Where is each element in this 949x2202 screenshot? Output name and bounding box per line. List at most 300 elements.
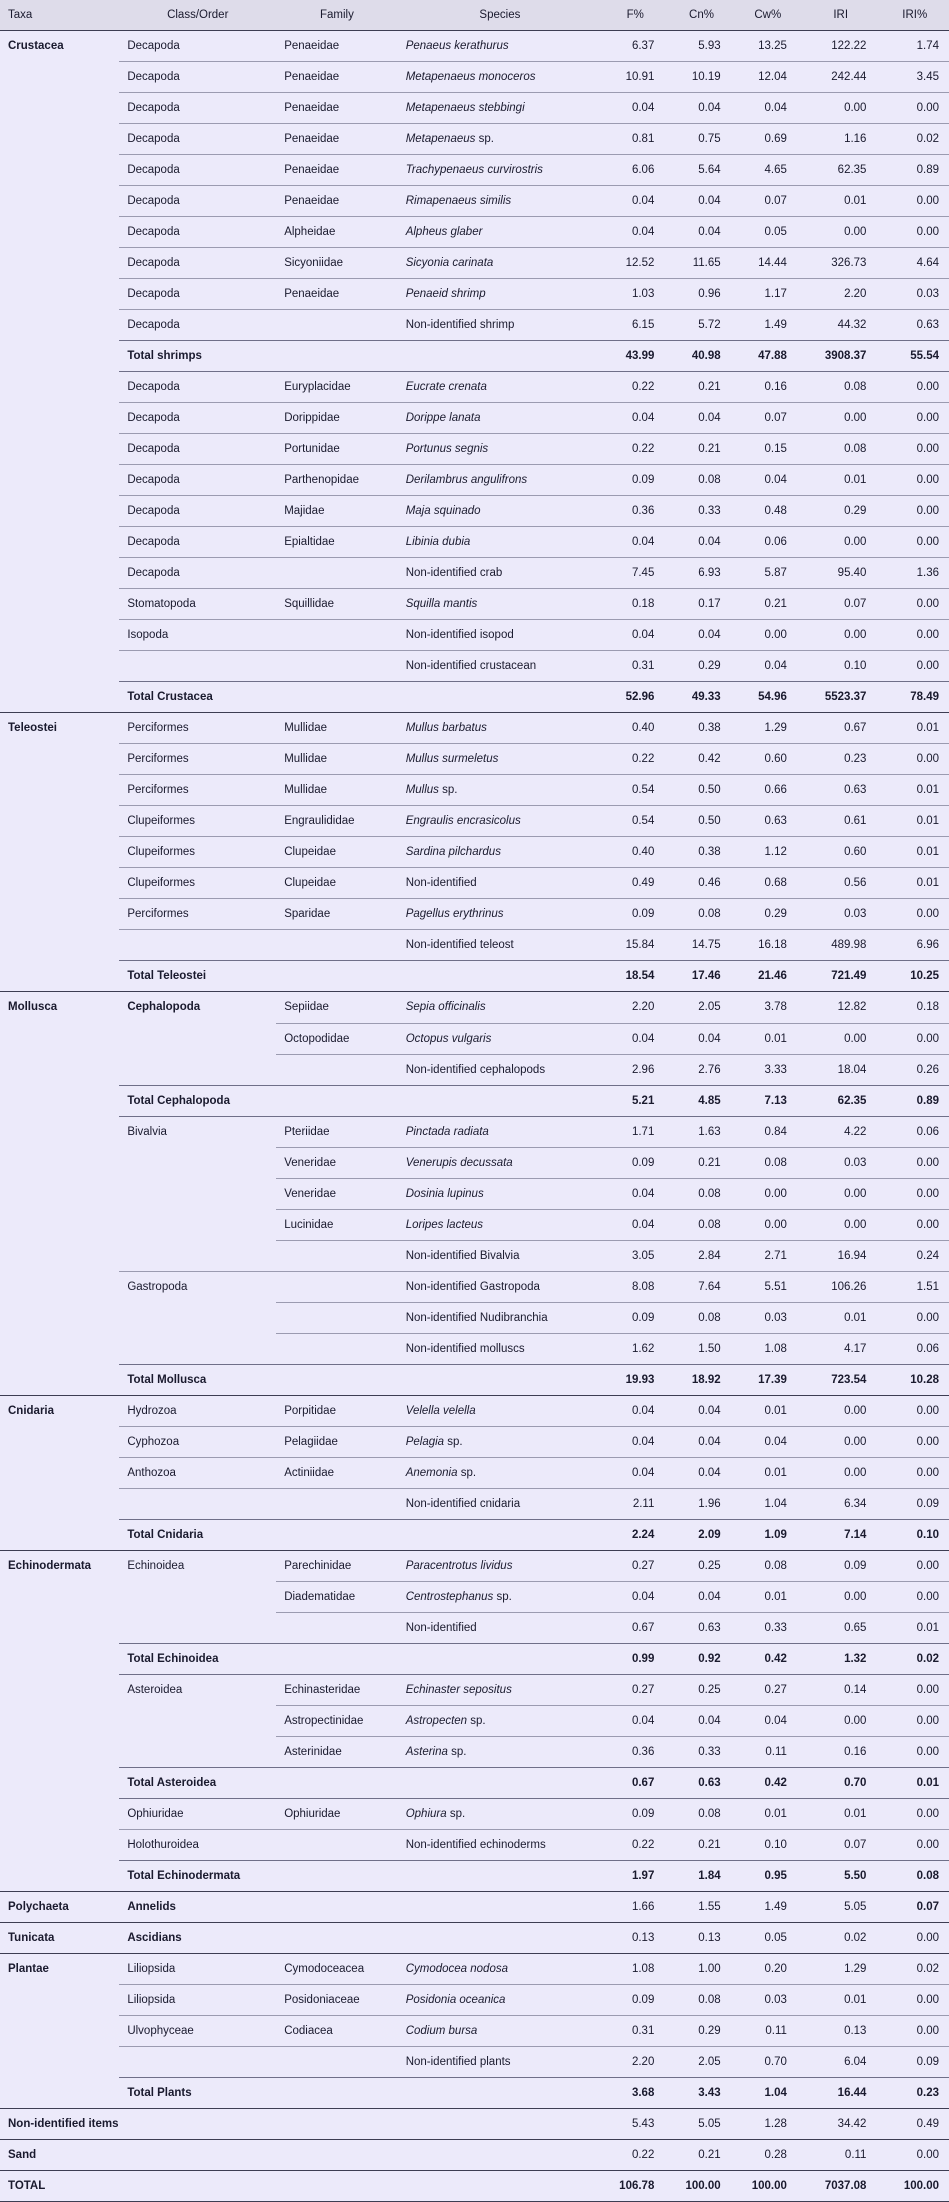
cell-iri-percent: 1.36 [880, 558, 949, 589]
cell-species: Libinia dubia [398, 527, 602, 558]
cell-family [276, 1333, 398, 1364]
cell-taxa: Non-identified items [0, 2109, 119, 2140]
cell-taxa: Mollusca [0, 992, 119, 1023]
cell-cn-percent: 0.04 [668, 1581, 734, 1612]
cell-taxa [0, 527, 119, 558]
cell-iri-percent: 0.00 [880, 496, 949, 527]
cell-cw-percent: 13.25 [735, 31, 801, 62]
cell-family: Portunidae [276, 434, 398, 465]
cell-class-order: Decapoda [119, 496, 276, 527]
cell-cw-percent: 1.29 [735, 713, 801, 744]
cell-iri: 0.13 [801, 2016, 881, 2047]
cell-iri: 0.03 [801, 1147, 881, 1178]
cell-species [398, 1860, 602, 1891]
table-row [0, 341, 949, 372]
cell-taxa [0, 496, 119, 527]
cell-class-order [119, 1178, 276, 1209]
cell-iri-percent: 0.01 [880, 775, 949, 806]
cell-class-order: Ulvophyceae [119, 2016, 276, 2047]
cell-class-order: Perciformes [119, 899, 276, 930]
cell-family [276, 2140, 398, 2171]
cell-cn-percent: 0.38 [668, 837, 734, 868]
cell-f-percent: 0.18 [602, 589, 668, 620]
cell-class-order: Isopoda [119, 620, 276, 651]
cell-family [276, 310, 398, 341]
cell-family: Diadematidae [276, 1581, 398, 1612]
cell-class-order: Decapoda [119, 62, 276, 93]
cell-species: Non-identified teleost [398, 930, 602, 961]
cell-species: Penaeid shrimp [398, 279, 602, 310]
cell-family: Squillidae [276, 589, 398, 620]
table-row [0, 403, 949, 434]
cell-species: Alpheus glaber [398, 217, 602, 248]
cell-class-order: Perciformes [119, 713, 276, 744]
cell-cn-percent: 14.75 [668, 930, 734, 961]
cell-f-percent: 0.04 [602, 1426, 668, 1457]
cell-species [398, 682, 602, 713]
cell-f-percent: 1.62 [602, 1333, 668, 1364]
cell-cn-percent: 0.29 [668, 651, 734, 682]
cell-f-percent: 3.05 [602, 1240, 668, 1271]
cell-class-order: Total Asteroidea [119, 1767, 276, 1798]
cell-cn-percent: 49.33 [668, 682, 734, 713]
cell-cn-percent: 0.08 [668, 465, 734, 496]
cell-iri-percent: 0.00 [880, 1457, 949, 1488]
cell-class-order [119, 1209, 276, 1240]
table-row [0, 1116, 949, 1147]
table-row [0, 1364, 949, 1395]
cell-cn-percent: 1.63 [668, 1116, 734, 1147]
cell-family [276, 930, 398, 961]
cell-class-order [119, 1054, 276, 1085]
cell-taxa [0, 2047, 119, 2078]
cell-iri-percent: 0.01 [880, 1612, 949, 1643]
cell-species: Dorippe lanata [398, 403, 602, 434]
cell-species: Sicyonia carinata [398, 248, 602, 279]
table-row [0, 62, 949, 93]
cell-f-percent: 0.31 [602, 2016, 668, 2047]
cell-species: Non-identified isopod [398, 620, 602, 651]
cell-family: Codiacea [276, 2016, 398, 2047]
cell-class-order: Total Echinodermata [119, 1860, 276, 1891]
table-row [0, 899, 949, 930]
table-row [0, 837, 949, 868]
table-row [0, 868, 949, 899]
cell-family: Penaeidae [276, 93, 398, 124]
cell-iri: 0.23 [801, 744, 881, 775]
column-header-cn: Cn% [668, 0, 734, 31]
cell-cw-percent: 100.00 [735, 2171, 801, 2202]
cell-cw-percent: 0.69 [735, 124, 801, 155]
cell-species: Anemonia sp. [398, 1457, 602, 1488]
cell-iri-percent: 0.00 [880, 651, 949, 682]
table-row [0, 713, 949, 744]
cell-class-order: Hydrozoa [119, 1395, 276, 1426]
cell-family: Parthenopidae [276, 465, 398, 496]
table-row [0, 2016, 949, 2047]
cell-cw-percent: 54.96 [735, 682, 801, 713]
cell-iri-percent: 0.00 [880, 899, 949, 930]
cell-cw-percent: 0.20 [735, 1953, 801, 1984]
cell-taxa [0, 558, 119, 589]
cell-taxa [0, 1612, 119, 1643]
cell-cn-percent: 0.08 [668, 1798, 734, 1829]
table-row [0, 1271, 949, 1302]
cell-f-percent: 0.99 [602, 1643, 668, 1674]
cell-cn-percent: 0.21 [668, 1147, 734, 1178]
cell-cw-percent: 2.71 [735, 1240, 801, 1271]
cell-family: Penaeidae [276, 124, 398, 155]
cell-taxa [0, 930, 119, 961]
cell-iri: 1.16 [801, 124, 881, 155]
table-row [0, 2047, 949, 2078]
cell-iri: 5523.37 [801, 682, 881, 713]
cell-species: Astropecten sp. [398, 1705, 602, 1736]
cell-class-order [119, 2109, 276, 2140]
cell-iri: 6.34 [801, 1488, 881, 1519]
cell-species: Non-identified crab [398, 558, 602, 589]
cell-family [276, 1488, 398, 1519]
cell-species [398, 1767, 602, 1798]
cell-class-order [119, 651, 276, 682]
cell-cn-percent: 0.04 [668, 527, 734, 558]
cell-taxa [0, 248, 119, 279]
cell-iri: 0.00 [801, 527, 881, 558]
table-row [0, 1767, 949, 1798]
table-row [0, 651, 949, 682]
cell-species: Dosinia lupinus [398, 1178, 602, 1209]
cell-f-percent: 0.04 [602, 1395, 668, 1426]
cell-taxa [0, 279, 119, 310]
cell-species: Pagellus erythrinus [398, 899, 602, 930]
cell-taxa [0, 1488, 119, 1519]
cell-iri-percent: 0.00 [880, 1705, 949, 1736]
cell-f-percent: 1.66 [602, 1891, 668, 1922]
cell-cn-percent: 0.08 [668, 899, 734, 930]
column-header-irip: IRI% [880, 0, 949, 31]
cell-cn-percent: 1.96 [668, 1488, 734, 1519]
cell-taxa [0, 1116, 119, 1147]
cell-family: Ophiuridae [276, 1798, 398, 1829]
table-row [0, 1488, 949, 1519]
cell-f-percent: 2.20 [602, 992, 668, 1023]
cell-species: Paracentrotus lividus [398, 1550, 602, 1581]
cell-species: Non-identified molluscs [398, 1333, 602, 1364]
cell-cw-percent: 0.04 [735, 1705, 801, 1736]
cell-class-order: Holothuroidea [119, 1829, 276, 1860]
cell-class-order: Decapoda [119, 217, 276, 248]
cell-family [276, 620, 398, 651]
cell-iri: 0.00 [801, 1178, 881, 1209]
cell-iri: 18.04 [801, 1054, 881, 1085]
table-row [0, 1302, 949, 1333]
cell-family: Cymodoceacea [276, 1953, 398, 1984]
table-row [0, 1209, 949, 1240]
cell-iri: 0.70 [801, 1767, 881, 1798]
cell-cn-percent: 0.08 [668, 1209, 734, 1240]
cell-class-order: Total Cnidaria [119, 1519, 276, 1550]
cell-f-percent: 6.37 [602, 31, 668, 62]
cell-cn-percent: 17.46 [668, 961, 734, 992]
cell-f-percent: 0.22 [602, 744, 668, 775]
table-row [0, 1333, 949, 1364]
cell-species: Non-identified Nudibranchia [398, 1302, 602, 1333]
cell-cw-percent: 0.60 [735, 744, 801, 775]
cell-f-percent: 106.78 [602, 2171, 668, 2202]
cell-cn-percent: 10.19 [668, 62, 734, 93]
cell-f-percent: 1.71 [602, 1116, 668, 1147]
cell-iri-percent: 0.08 [880, 1860, 949, 1891]
cell-f-percent: 0.04 [602, 403, 668, 434]
cell-taxa [0, 682, 119, 713]
cell-cw-percent: 0.84 [735, 1116, 801, 1147]
cell-iri: 106.26 [801, 1271, 881, 1302]
header-row [0, 0, 949, 31]
cell-species: Asterina sp. [398, 1736, 602, 1767]
cell-cw-percent: 0.42 [735, 1767, 801, 1798]
cell-iri-percent: 0.09 [880, 1488, 949, 1519]
cell-iri: 122.22 [801, 31, 881, 62]
cell-f-percent: 0.13 [602, 1922, 668, 1953]
cell-iri-percent: 0.00 [880, 1395, 949, 1426]
table-row [0, 1953, 949, 1984]
cell-cn-percent: 0.21 [668, 2140, 734, 2171]
cell-cn-percent: 6.93 [668, 558, 734, 589]
cell-iri-percent: 78.49 [880, 682, 949, 713]
cell-cw-percent: 0.95 [735, 1860, 801, 1891]
cell-family: Pelagiidae [276, 1426, 398, 1457]
cell-iri-percent: 0.00 [880, 93, 949, 124]
cell-f-percent: 0.04 [602, 217, 668, 248]
cell-iri: 0.00 [801, 620, 881, 651]
cell-f-percent: 3.68 [602, 2078, 668, 2109]
cell-family [276, 1922, 398, 1953]
cell-species: Eucrate crenata [398, 372, 602, 403]
cell-cw-percent: 0.29 [735, 899, 801, 930]
cell-f-percent: 0.54 [602, 806, 668, 837]
cell-cw-percent: 0.01 [735, 1395, 801, 1426]
cell-species: Loripes lacteus [398, 1209, 602, 1240]
cell-iri: 0.00 [801, 1705, 881, 1736]
cell-cn-percent: 100.00 [668, 2171, 734, 2202]
cell-family: Actiniidae [276, 1457, 398, 1488]
table-row [0, 1736, 949, 1767]
cell-iri-percent: 0.00 [880, 1674, 949, 1705]
cell-iri-percent: 0.09 [880, 2047, 949, 2078]
cell-class-order: Perciformes [119, 775, 276, 806]
cell-f-percent: 0.04 [602, 1023, 668, 1054]
cell-class-order [119, 2140, 276, 2171]
cell-species [398, 1922, 602, 1953]
cell-taxa [0, 651, 119, 682]
cell-cw-percent: 0.66 [735, 775, 801, 806]
cell-cn-percent: 0.33 [668, 496, 734, 527]
cell-family [276, 1240, 398, 1271]
cell-class-order: Bivalvia [119, 1116, 276, 1147]
cell-class-order: Total Plants [119, 2078, 276, 2109]
cell-taxa [0, 806, 119, 837]
cell-cw-percent: 0.08 [735, 1147, 801, 1178]
cell-cn-percent: 0.08 [668, 1984, 734, 2015]
cell-family: Astropectinidae [276, 1705, 398, 1736]
cell-species: Sardina pilchardus [398, 837, 602, 868]
cell-species: Centrostephanus sp. [398, 1581, 602, 1612]
cell-iri-percent: 0.00 [880, 217, 949, 248]
cell-iri: 0.56 [801, 868, 881, 899]
cell-species [398, 1519, 602, 1550]
cell-taxa [0, 62, 119, 93]
cell-cn-percent: 2.05 [668, 2047, 734, 2078]
cell-cn-percent: 0.25 [668, 1674, 734, 1705]
cell-cw-percent: 0.01 [735, 1457, 801, 1488]
cell-iri: 7.14 [801, 1519, 881, 1550]
cell-f-percent: 0.22 [602, 434, 668, 465]
cell-iri: 0.00 [801, 1581, 881, 1612]
table-row [0, 620, 949, 651]
cell-cn-percent: 0.04 [668, 1395, 734, 1426]
cell-taxa [0, 1023, 119, 1054]
cell-species [398, 1891, 602, 1922]
cell-taxa [0, 155, 119, 186]
cell-iri-percent: 10.25 [880, 961, 949, 992]
cell-iri-percent: 0.06 [880, 1116, 949, 1147]
cell-family [276, 651, 398, 682]
cell-family [276, 1612, 398, 1643]
cell-cw-percent: 0.68 [735, 868, 801, 899]
column-header-iri: IRI [801, 0, 881, 31]
cell-f-percent: 1.03 [602, 279, 668, 310]
cell-f-percent: 0.54 [602, 775, 668, 806]
cell-species: Trachypenaeus curvirostris [398, 155, 602, 186]
cell-taxa [0, 1798, 119, 1829]
cell-cn-percent: 11.65 [668, 248, 734, 279]
cell-species: Non-identified Gastropoda [398, 1271, 602, 1302]
cell-taxa [0, 1271, 119, 1302]
cell-iri: 0.07 [801, 589, 881, 620]
cell-taxa [0, 1085, 119, 1116]
cell-cw-percent: 3.33 [735, 1054, 801, 1085]
cell-iri: 0.08 [801, 434, 881, 465]
cell-taxa [0, 1302, 119, 1333]
cell-iri: 0.01 [801, 1984, 881, 2015]
cell-cn-percent: 2.76 [668, 1054, 734, 1085]
cell-cw-percent: 7.13 [735, 1085, 801, 1116]
cell-species: Venerupis decussata [398, 1147, 602, 1178]
cell-iri-percent: 0.23 [880, 2078, 949, 2109]
cell-class-order: Perciformes [119, 744, 276, 775]
cell-cn-percent: 0.63 [668, 1612, 734, 1643]
cell-class-order: Total shrimps [119, 341, 276, 372]
cell-iri-percent: 0.07 [880, 1891, 949, 1922]
cell-cn-percent: 0.42 [668, 744, 734, 775]
cell-cw-percent: 17.39 [735, 1364, 801, 1395]
table-row [0, 1984, 949, 2015]
cell-iri: 5.05 [801, 1891, 881, 1922]
cell-iri-percent: 0.00 [880, 2016, 949, 2047]
column-header-f: F% [602, 0, 668, 31]
table-row [0, 1085, 949, 1116]
cell-taxa: TOTAL [0, 2171, 119, 2202]
cell-taxa [0, 1364, 119, 1395]
cell-cw-percent: 0.00 [735, 1178, 801, 1209]
cell-cw-percent: 0.00 [735, 1209, 801, 1240]
cell-f-percent: 0.09 [602, 899, 668, 930]
cell-species [398, 1643, 602, 1674]
cell-iri-percent: 0.00 [880, 186, 949, 217]
cell-cn-percent: 0.04 [668, 1023, 734, 1054]
cell-iri: 3908.37 [801, 341, 881, 372]
cell-family [276, 1054, 398, 1085]
cell-taxa: Crustacea [0, 31, 119, 62]
cell-taxa [0, 341, 119, 372]
cell-cn-percent: 3.43 [668, 2078, 734, 2109]
cell-f-percent: 0.36 [602, 1736, 668, 1767]
table-row [0, 1519, 949, 1550]
cell-class-order: Clupeiformes [119, 868, 276, 899]
cell-f-percent: 2.96 [602, 1054, 668, 1085]
cell-iri: 95.40 [801, 558, 881, 589]
cell-cn-percent: 0.50 [668, 806, 734, 837]
cell-cw-percent: 0.05 [735, 217, 801, 248]
cell-cw-percent: 0.11 [735, 2016, 801, 2047]
cell-class-order [119, 1023, 276, 1054]
cell-f-percent: 0.09 [602, 1147, 668, 1178]
cell-cw-percent: 1.04 [735, 2078, 801, 2109]
cell-species: Mullus sp. [398, 775, 602, 806]
cell-class-order: Decapoda [119, 31, 276, 62]
cell-iri: 44.32 [801, 310, 881, 341]
cell-family: Asterinidae [276, 1736, 398, 1767]
cell-class-order: Total Echinoidea [119, 1643, 276, 1674]
cell-species: Pelagia sp. [398, 1426, 602, 1457]
cell-iri-percent: 0.01 [880, 868, 949, 899]
cell-cw-percent: 0.63 [735, 806, 801, 837]
table-row [0, 558, 949, 589]
cell-family: Mullidae [276, 713, 398, 744]
cell-f-percent: 0.27 [602, 1674, 668, 1705]
cell-species: Cymodocea nodosa [398, 1953, 602, 1984]
cell-species [398, 1364, 602, 1395]
cell-taxa [0, 2078, 119, 2109]
cell-class-order [119, 1333, 276, 1364]
cell-class-order: Total Crustacea [119, 682, 276, 713]
cell-cw-percent: 1.08 [735, 1333, 801, 1364]
cell-taxa [0, 1674, 119, 1705]
cell-family: Penaeidae [276, 279, 398, 310]
cell-f-percent: 0.04 [602, 527, 668, 558]
cell-iri-percent: 0.00 [880, 2140, 949, 2171]
cell-iri: 34.42 [801, 2109, 881, 2140]
cell-species: Squilla mantis [398, 589, 602, 620]
cell-f-percent: 0.04 [602, 620, 668, 651]
cell-iri-percent: 0.02 [880, 1953, 949, 1984]
cell-cw-percent: 0.42 [735, 1643, 801, 1674]
cell-cw-percent: 0.48 [735, 496, 801, 527]
table-row [0, 124, 949, 155]
cell-species: Portunus segnis [398, 434, 602, 465]
cell-f-percent: 7.45 [602, 558, 668, 589]
cell-family: Posidoniaceae [276, 1984, 398, 2015]
cell-family: Clupeidae [276, 868, 398, 899]
cell-f-percent: 0.31 [602, 651, 668, 682]
cell-iri: 6.04 [801, 2047, 881, 2078]
cell-iri-percent: 0.49 [880, 2109, 949, 2140]
cell-cn-percent: 1.00 [668, 1953, 734, 1984]
cell-f-percent: 2.11 [602, 1488, 668, 1519]
cell-taxa: Sand [0, 2140, 119, 2171]
cell-taxa [0, 217, 119, 248]
cell-iri: 0.00 [801, 1209, 881, 1240]
